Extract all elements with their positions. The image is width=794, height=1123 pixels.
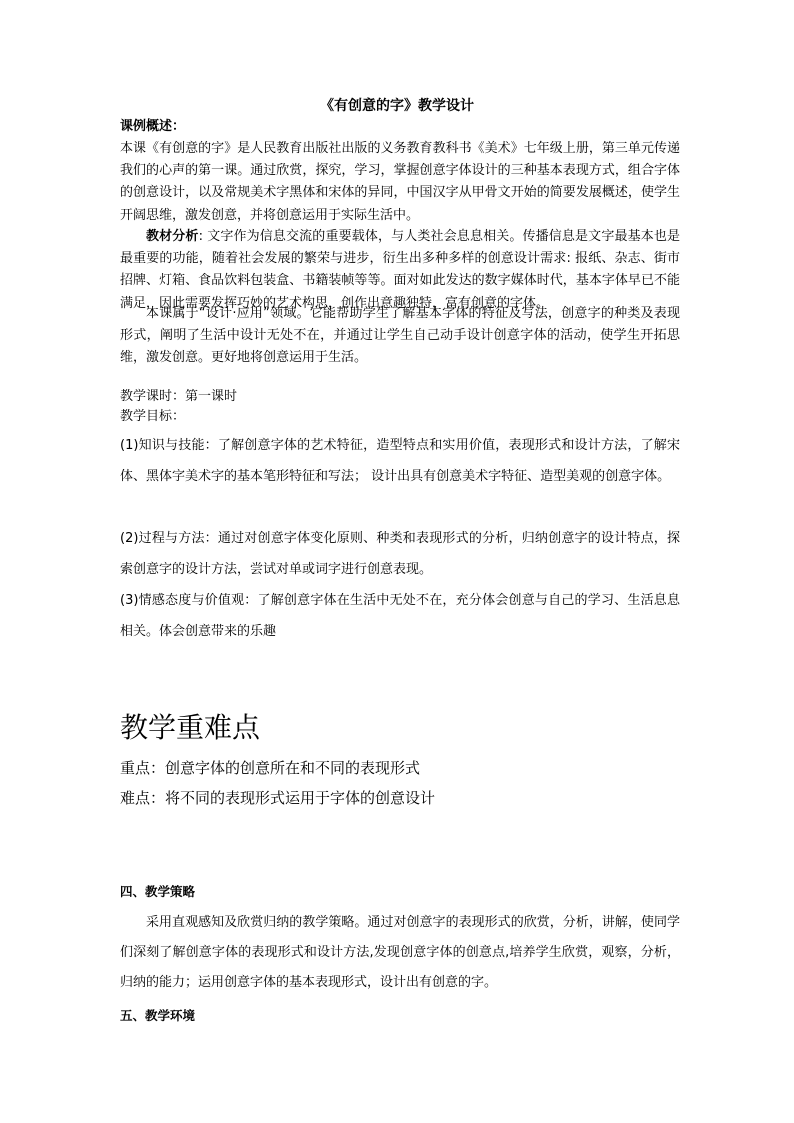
key-point: 重点：创意字体的创意所在和不同的表现形式: [120, 759, 421, 777]
goal-emotion-values: (3)情感态度与价值观：了解创意字体在生活中无处不在，充分体会创意与自己的学习、生活息息相关。体会创意带来的乐趣: [120, 593, 680, 639]
strategy-heading: 四、教学策略: [120, 884, 196, 899]
strategy-paragraph: 采用直观感知及欣赏归纳的教学策略。通过对创意字的表现形式的欣赏，分析，讲解，使同学们深刻了解创意字体的表现形式和设计方法,发现创意字体的创意点,培养学生欣赏，观察，分析，归纳的能力；运用创意字体的基本表现形式，设计出有创意的字。: [120, 915, 680, 990]
overview-paragraph: 本课《有创意的字》是人民教育出版社出版的义务教育教科书《美术》七年级上册，第三单元传递我们的心声的第一课。通过欣赏，探究，学习，掌握创意字体设计的三种基本表现方式，组合字体的创意设计，以及常规美术字黑体和宋体的异同，中国汉字从甲骨文开始的简要发展概述，使学生开阔思维，激发创意，并将创意运用于实际生活中。: [120, 141, 680, 223]
document-title: 《有创意的字》教学设计: [320, 98, 474, 114]
analysis-label: 教材分析: [146, 229, 199, 244]
environment-heading: 五、教学环境: [120, 1008, 196, 1023]
goal-process-methods: (2)过程与方法：通过对创意字体变化原则、种类和表现形式的分析，归纳创意字的设计特点，探索创意字的设计方法，尝试对单或词字进行创意表现。: [120, 531, 680, 577]
analysis-paragraph: [120, 226, 680, 315]
goals-label: 教学目标：: [120, 409, 186, 424]
key-difficult-heading: 教学重难点: [120, 711, 261, 744]
lesson-hours: 教学课时：第一课时: [120, 389, 238, 404]
overview-label: 课例概述：: [120, 119, 186, 134]
domain-paragraph: 本课属于“设计·应用”领域。它能帮助学生了解基本字体的特征及写法，创意字的种类及表现形式，阐明了生活中设计无处不在，并通过让学生自己动手设计创意字体的活动，使学生开拓思维，激发创意。更好地将创意运用于生活。: [120, 306, 680, 366]
difficult-point: 难点：将不同的表现形式运用于字体的创意设计: [120, 789, 436, 807]
analysis-text: : 文字作为信息交流的重要载体，与人类社会息息相关。传播信息是文字最基本也是最重要的功能，随着社会发展的繁荣与进步，衍生出多种多样的创意设计需求: 报纸、杂志、街市招牌、灯箱、食品饮料包装盒、书籍装帧等等。面对如此发达的数字媒体时代，基本字体早已不能满足，因此需要发挥巧妙的艺术构思，创作出意趣独特，富有创意的字体。: [120, 229, 680, 311]
goal-knowledge-skills: (1)知识与技能：了解创意字体的艺术特征，造型特点和实用价值，表现形式和设计方法，了解宋体、黑体字美术字的基本笔形特征和写法； 设计出具有创意美术字特征、造型美观的创意字体。: [120, 438, 680, 484]
